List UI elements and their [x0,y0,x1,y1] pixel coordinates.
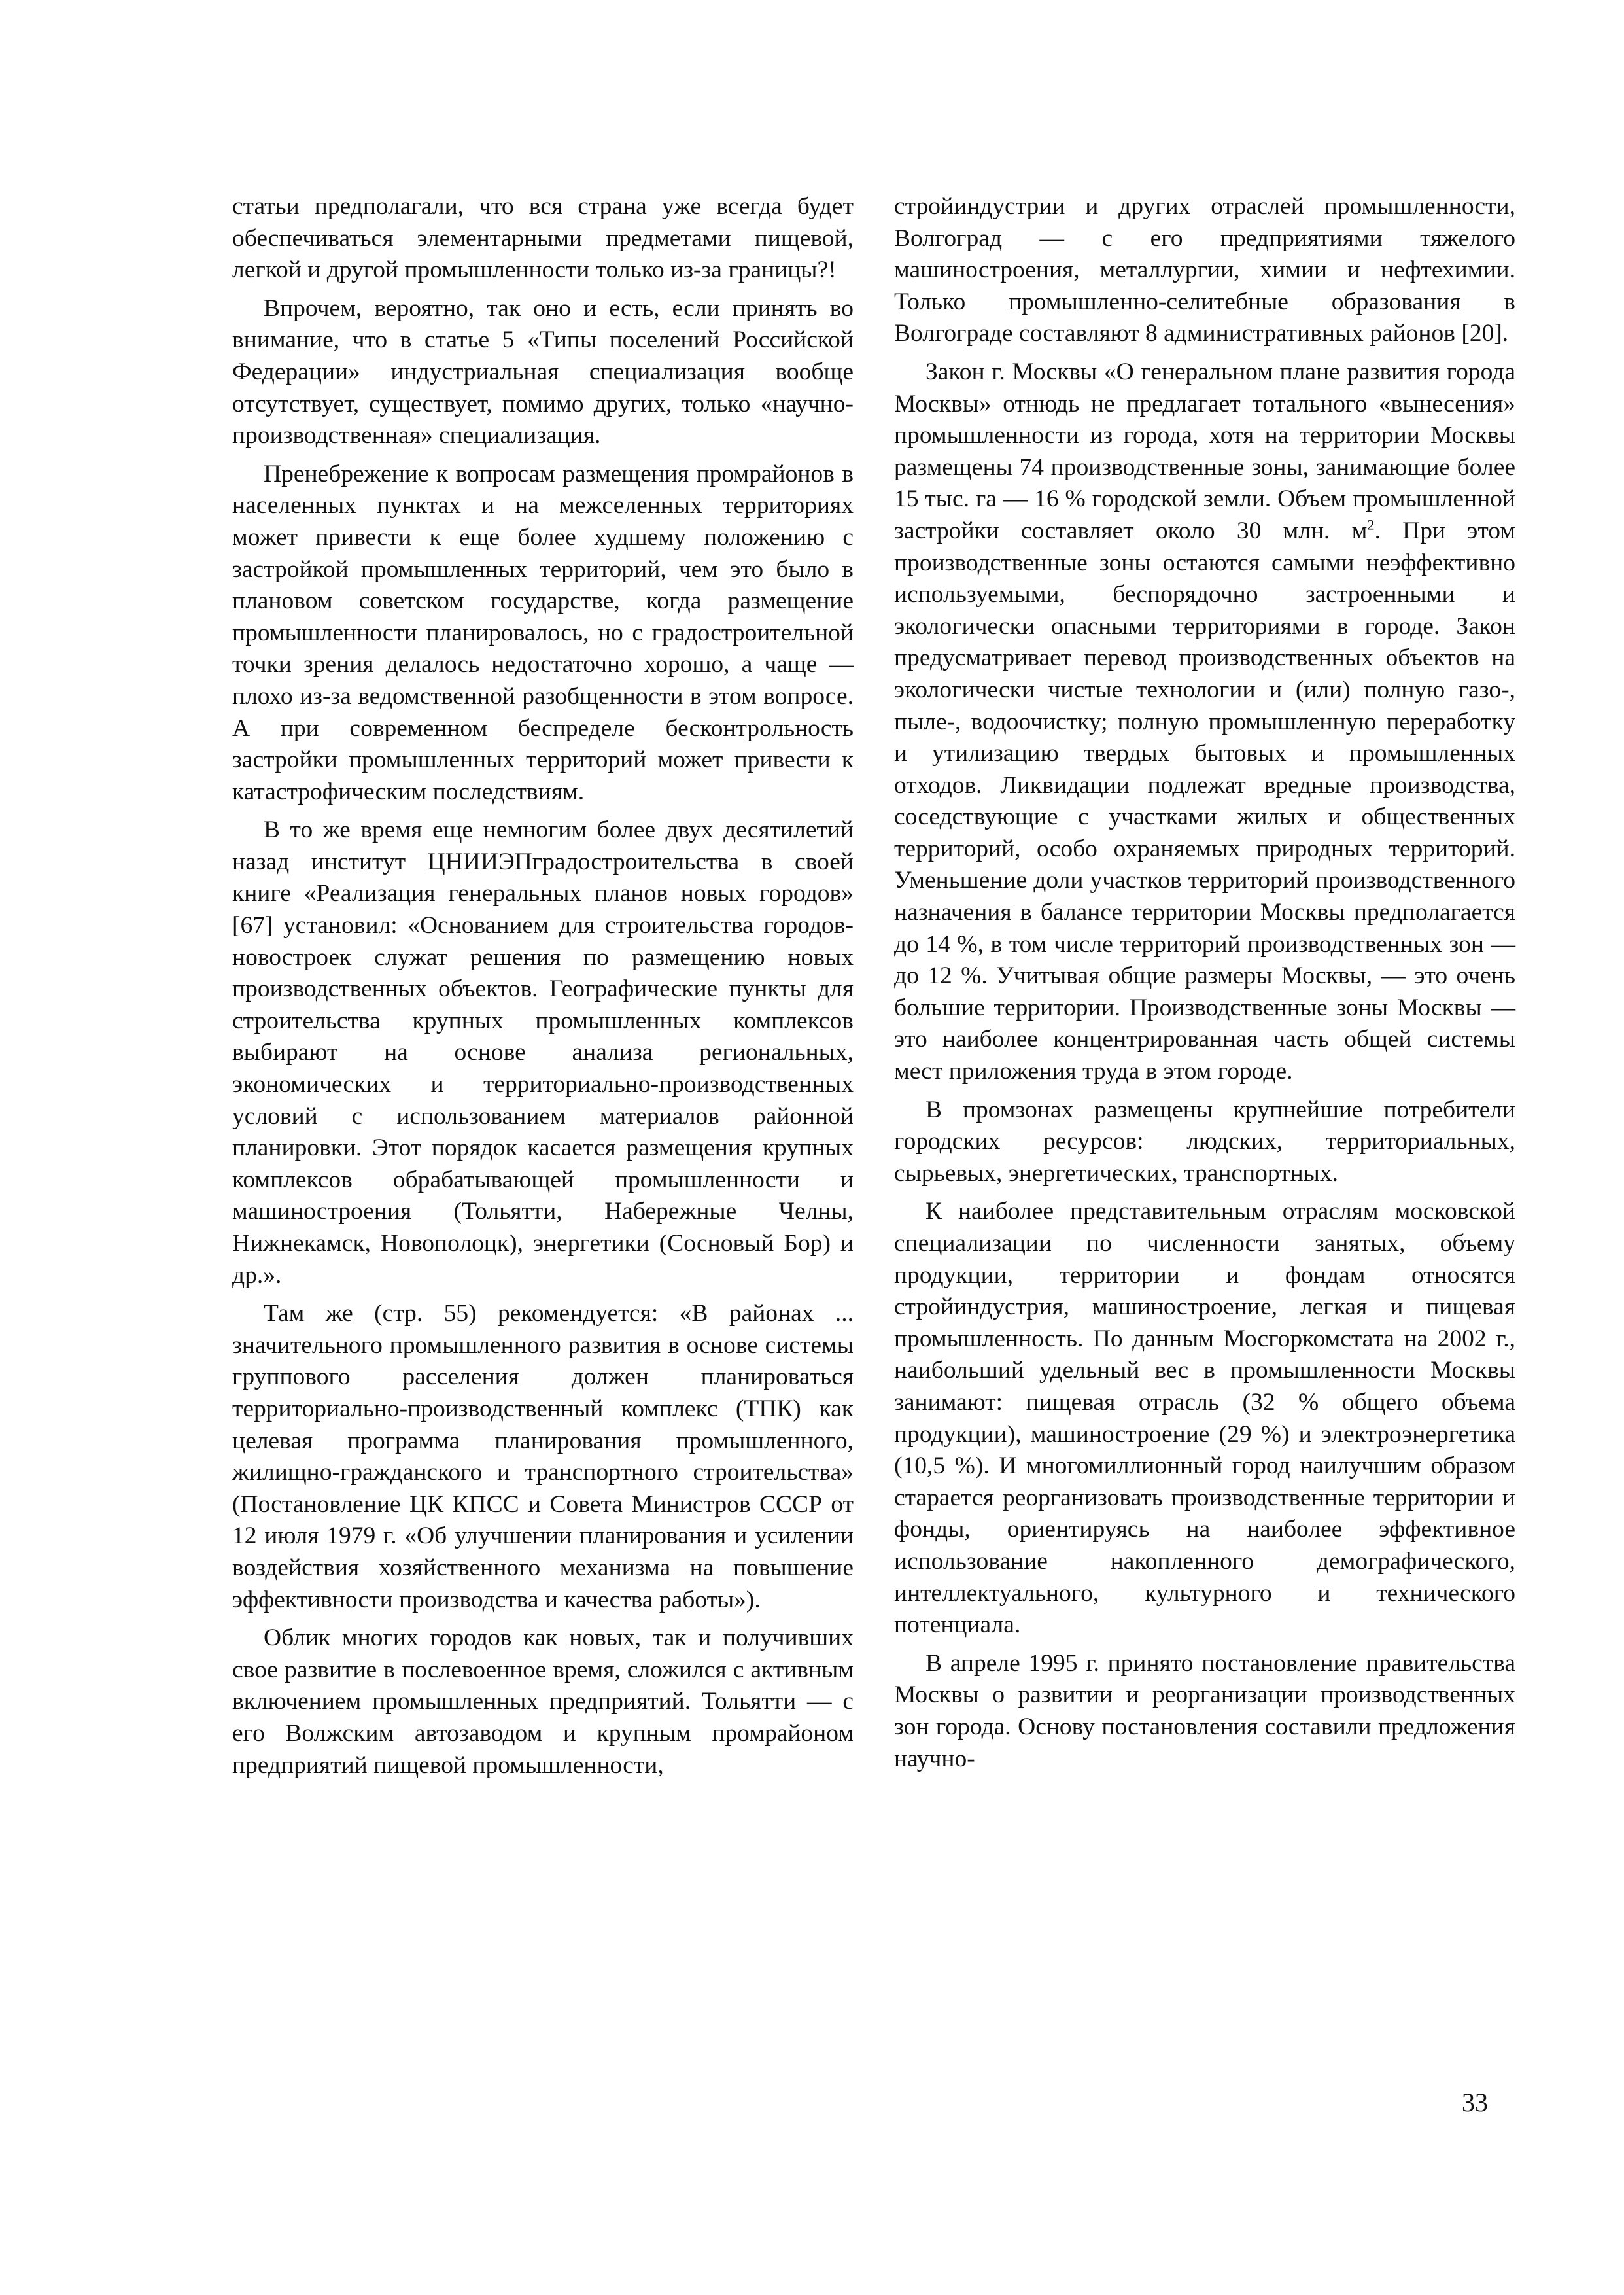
paragraph: Пренебрежение к вопросам размещения промрайонов в населенных пунктах и на межселенных территориях может привести к еще более худшему положению с застройкой промышленных территорий, чем это было в плановом советском государстве, когда размещение промышленности планировалось, но с градостроительной точки зрения делалось недостаточно хорошо, а чаще — плохо из-за ведомственной разобщенности в этом вопросе. А при современном беспределе бесконтрольность застройки промышленных территорий может привести к катастрофическим последствиям. [232,460,854,805]
paragraph: Там же (стр. 55) рекомендуется: «В районах ... значительного промышленного развития в основе системы группового расселения должен планироваться территориально-производственный комплекс (ТПК) как целевая программа планирования промышленного, жилищно-гражданского и транспортного строительства» (Постановление ЦК КПСС и Совета Министров СССР от 12 июля 1979 г. «Об улучшении планирования и усилении воздействия хозяйственного механизма на повышение эффективности производства и качества работы»). [232,1300,854,1613]
paragraph: статьи предполагали, что вся страна уже всегда будет обеспечиваться элементарными предметами пищевой, легкой и другой промышленности только из-за границы?! [232,193,854,284]
right-text-column [894,191,1515,1781]
paragraph: Впрочем, вероятно, так оно и есть, если принять во внимание, что в статье 5 «Типы поселений Российской Федерации» индустриальная специализация вообще отсутствует, существует, помимо других, только «научно-производственная» специализация. [232,294,854,449]
paragraph: В промзонах размещены крупнейшие потребители городских ресурсов: людских, территориальных, сырьевых, энергетических, транспортных. [894,1096,1515,1187]
paragraph-text: . При этом производственные зоны остаются самыми неэффективно используемыми, беспорядочно застроенными и экологически опасными территориями в городе. Закон предусматривает перевод производственных объектов на экологически чистые технологии и (или) полную газо-, пыле-, водоочистку; полную промышленную переработку и утилизацию твердых бытовых и промышленных отходов. Ликвидации подлежат вредные производства, соседствующие с участками жилых и общественных территорий, особо охраняемых природных территорий. Уменьшение доли участков территорий производственного назначения в балансе территории Москвы предполагается до 14 %, в том числе территорий производственных зон — до 12 %. Учитывая общие размеры Москвы, — это очень большие территории. Производственные зоны Москвы — это наиболее концентрированная часть общей системы мест приложения труда в этом городе. [894,517,1516,1085]
paragraph: Облик многих городов как новых, так и получивших свое развитие в послевоенное время, сложился с активным включением промышленных предприятий. Тольятти — с его Волжским автозаводом и крупным промрайоном предприятий пищевой промышленности, [232,1624,854,1779]
paragraph-with-superscript [894,357,1515,1088]
paragraph: В апреле 1995 г. принято постановление правительства Москвы о развитии и реорганизации производственных зон города. Основу постановления составили предложения научно- [894,1649,1515,1772]
page-number: 33 [1462,2088,1488,2117]
paragraph-text: Закон г. Москвы «О генеральном плане развития города Москвы» отнюдь не предлагает тотального «вынесения» промышленности из города, хотя на территории Москвы размещены 74 производственные зоны, занимающие более 15 тыс. га — 16 % городской земли. Объем промышленной застройки составляет около 30 млн. м [894,358,1515,544]
left-text-column [232,191,854,1788]
paragraph: стройиндустрии и других отраслей промышленности, Волгоград — с его предприятиями тяжелого машиностроения, металлургии, химии и нефтехимии. Только промышленно-селитебные образования в Волгограде составляют 8 административных районов [20]. [894,193,1515,347]
paragraph: К наиболее представительным отраслям московской специализации по численности занятых, объему продукции, территории и фондам относятся стройиндустрия, машиностроение, легкая и пищевая промышленность. По данным Мосгоркомстата на 2002 г., наибольший удельный вес в промышленности Москвы занимают: пищевая отрасль (32 % общего объема продукции), машиностроение (29 %) и электроэнергетика (10,5 %). И многомиллионный город наилучшим образом старается реорганизовать производственные территории и фонды, ориентируясь на наиболее эффективное использование накопленного демографического, интеллектуального, культурного и технического потенциала. [894,1198,1515,1639]
paragraph: В то же время еще немногим более двух десятилетий назад институт ЦНИИЭПградостроительства в своей книге «Реализация генеральных планов новых городов» [67] установил: «Основанием для строительства городов-новостроек служат решения по размещению новых производственных объектов. Географические пункты для строительства крупных промышленных комплексов выбирают на основе анализа региональных, экономических и территориально-производственных условий с использованием материалов районной планировки. Этот порядок касается размещения крупных комплексов обрабатывающей промышленности и машиностроения (Тольятти, Набережные Челны, Нижнекамск, Новополоцк), энергетики (Сосновый Бор) и др.». [232,816,854,1289]
superscript: 2 [1367,516,1375,533]
